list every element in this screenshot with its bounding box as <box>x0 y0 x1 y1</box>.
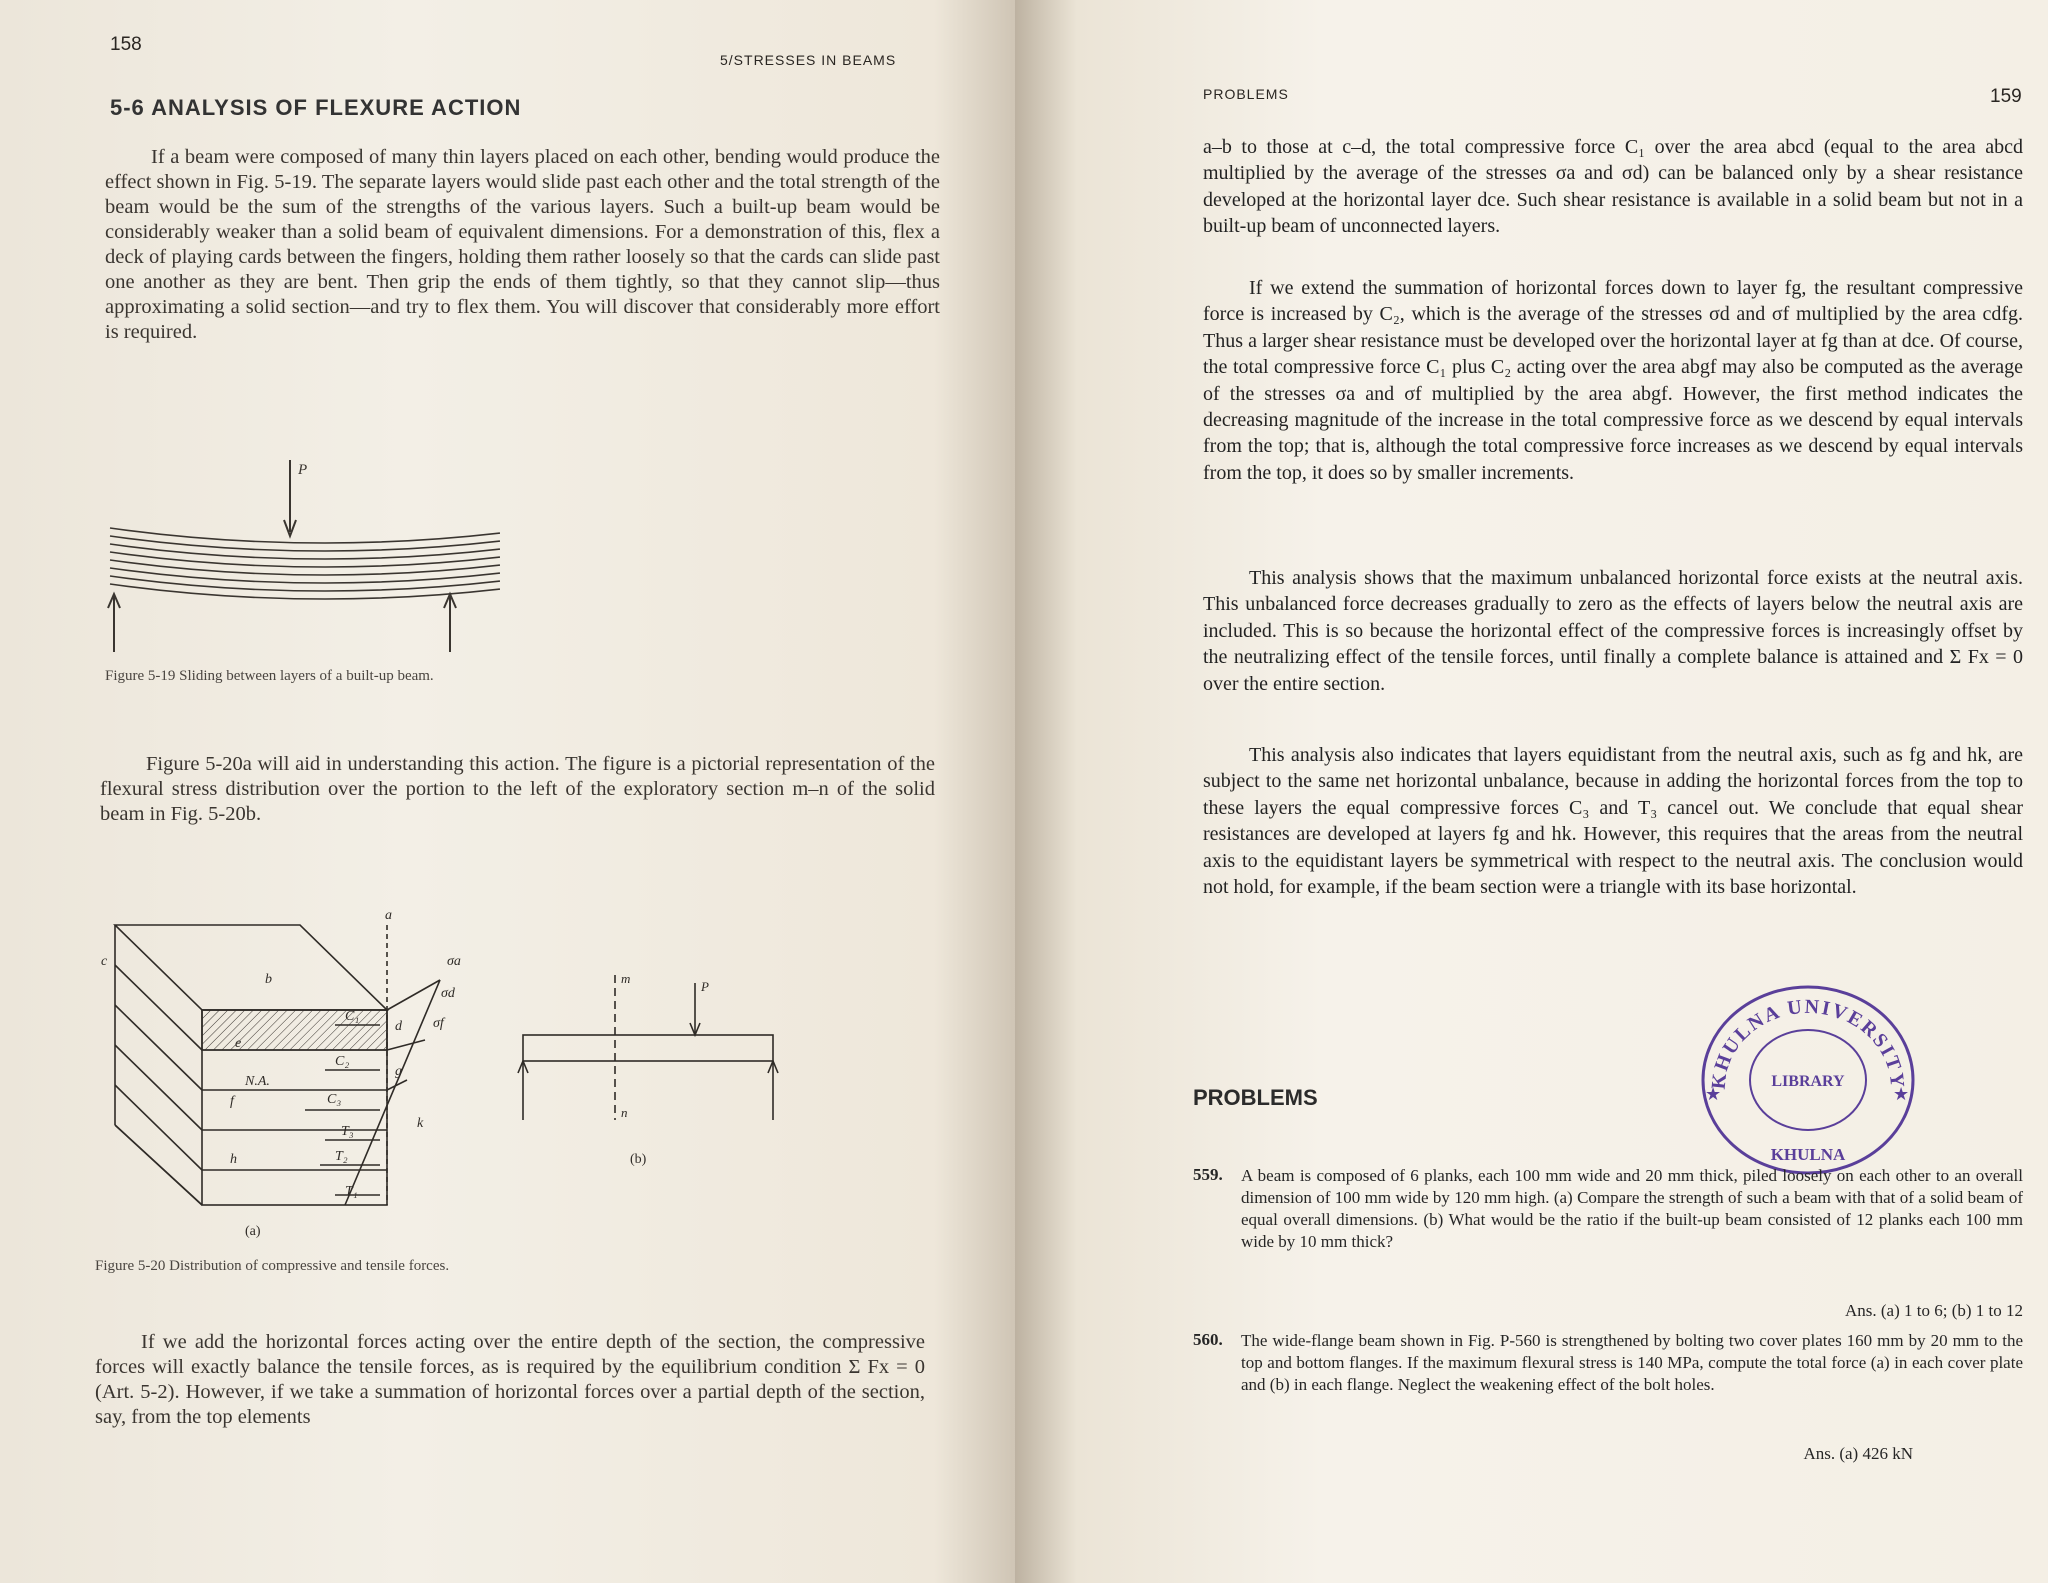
problem-answer: Ans. (a) 426 kN <box>1803 1444 1913 1463</box>
paragraph: This analysis also indicates that layers equidistant from the neutral axis, such as fg and hk, are subject to the same net horizontal unbalance, because in adding the horizontal forces from the top to these layers the equal compressive forces C₃ and T₃ cancel out. We conclude that equal shear resistances are developed at layers fg and hk. However, this requires that the areas from the neutral axis to the equidistant layers be symmetrical with respect to the neutral axis. The conclusion would not hold, for example, if the beam section were a triangle with its base horizontal. <box>1203 744 2023 899</box>
label-t2: T₂ <box>335 1149 348 1164</box>
label-h: h <box>230 1152 237 1167</box>
paragraph: If we extend the summation of horizontal forces down to layer fg, the resultant compressive force is increased by C₂, which is the average of the stresses σd and σf multiplied by the area cdfg. Thus a larger shear resistance must be developed over the horizontal layer at fg than at dce. Of course, the total compressive force C₁ plus C₂ acting over the area abgf may also be computed as the average of the stresses σa and σf multiplied by the area abgf. However, the first method indicates the decreasing magnitude of the increase in the total compressive force as we descend by equal intervals from the top; that is, although the total compressive force increases as we descend by equal intervals from the top, it does so by smaller increments. <box>1203 277 2023 484</box>
star-icon: ★ <box>1705 1084 1722 1104</box>
paragraph: a–b to those at c–d, the total compressive force C₁ over the area abcd (equal to the area abcd multiplied by the average of the stresses σa and σd) can be balanced only by a shear resistance developed at the horizontal layer dce. Such shear resistance is available in a solid beam but not in a built-up beam of unconnected layers. <box>1203 136 2023 238</box>
label-c: c <box>101 954 108 969</box>
problem-text: The wide-flange beam shown in Fig. P-560 is strengthened by bolting two cover plates 160 mm by 20 mm to the top and bottom flanges. If the maximum flexural stress is 140 MPa, compute the total force (a) in each cover plate and (b) in each flange. Neglect the weakening effect of the bolt holes. <box>1241 1331 2023 1394</box>
paragraph: This analysis shows that the maximum unbalanced horizontal force exists at the neutral axis. This unbalanced force decreases gradually to zero as the effects of layers below the neutral axis are included. This is so because the horizontal effect of the compressive forces is increasingly offset by the neutralizing effect of the tensile forces, until finally a complete balance is attained and Σ Fx = 0 over the entire section. <box>1203 567 2023 695</box>
label-d: d <box>395 1019 402 1034</box>
label-p: P <box>701 979 709 994</box>
stamp-center-text: LIBRARY <box>1771 1073 1845 1090</box>
stamp-top-text: KHULNA UNIVERSITY <box>1707 995 1909 1091</box>
right-page <box>1015 0 2048 1583</box>
problem-text: A beam is composed of 6 planks, each 100 mm wide and 20 mm thick, piled loosely on each other to an overall dimension of 100 mm wide by 120 mm high. (a) Compare the strength of such a beam with that of a solid beam of equal overall dimensions. (b) What would be the ratio if the built-up beam consisted of 12 planks each 100 mm wide by 10 mm thick? <box>1241 1166 2023 1251</box>
label-k: k <box>417 1116 424 1131</box>
label-neutral-axis: N.A. <box>245 1074 270 1089</box>
running-head: PROBLEMS <box>1203 86 1289 102</box>
label-c2: C₂ <box>335 1054 350 1069</box>
label-n: n <box>621 1105 628 1120</box>
problem-answer: Ans. (a) 1 to 6; (b) 1 to 12 <box>1844 1301 2023 1320</box>
label-e: e <box>235 1036 242 1051</box>
star-icon: ★ <box>1893 1084 1910 1104</box>
label-sigma-d: σd <box>441 986 455 1001</box>
label-c1: C₁ <box>345 1009 360 1024</box>
label-f: f <box>230 1094 234 1109</box>
label-g: g <box>395 1064 402 1079</box>
problem-number: 559. <box>1193 1165 1223 1184</box>
subfigure-a-label: (a) <box>245 1224 261 1239</box>
left-page <box>0 0 1015 1583</box>
paragraph: If we add the horizontal forces acting over the entire depth of the section, the compressive forces will exactly balance the tensile forces, as is required by the equilibrium condition Σ Fx = 0 (Art. 5-2). However, if we take a summation of horizontal forces over a partial depth of the section, say, from the top elements <box>95 1331 925 1428</box>
label-sigma-a: σa <box>447 954 461 969</box>
stamp-bottom-text: KHULNA <box>1770 1145 1846 1164</box>
page-number: 158 <box>110 34 142 55</box>
label-c3: C₃ <box>327 1092 342 1107</box>
label-t1: T₁ <box>345 1184 358 1199</box>
label-m: m <box>621 971 631 986</box>
figure-5-19-built-up-beam <box>100 460 500 660</box>
paragraph: If a beam were composed of many thin layers placed on each other, bending would produce the effect shown in Fig. 5-19. The separate layers would slide past each other and the total strength of the beam would be the sum of the strengths of the various layers. Such a built-up beam would be considerably weaker than a solid beam of equivalent dimensions. For a demonstration of this, flex a deck of playing cards between the fingers, holding them rather loosely so that the cards can slide past one another as they are bent. Then grip the ends of them tightly, so that they cannot slip—thus approximating a solid section—and try to flex them. You will discover that considerably more effort is required. <box>105 146 940 343</box>
figure-caption: Figure 5-19 Sliding between layers of a built-up beam. <box>105 668 434 684</box>
page-number: 159 <box>1990 86 2022 107</box>
figure-5-20-stress-distribution <box>95 905 915 1245</box>
paragraph: Figure 5-20a will aid in understanding this action. The figure is a pictorial representation of the flexural stress distribution over the portion to the left of the exploratory section m–n of the solid beam in Fig. 5-20b. <box>100 753 935 825</box>
label-t3: T₃ <box>341 1124 354 1139</box>
label-sigma-f: σf <box>433 1016 444 1031</box>
subfigure-b-label: (b) <box>630 1152 647 1167</box>
section-title: 5-6 ANALYSIS OF FLEXURE ACTION <box>110 95 522 120</box>
load-label-p: P <box>298 462 308 478</box>
label-a: a <box>385 908 392 923</box>
figure-caption: Figure 5-20 Distribution of compressive and tensile forces. <box>95 1258 450 1274</box>
problems-heading: PROBLEMS <box>1193 1085 1318 1110</box>
running-head: 5/STRESSES IN BEAMS <box>720 52 897 68</box>
label-b: b <box>265 972 272 987</box>
problem-number: 560. <box>1193 1330 1223 1349</box>
library-stamp <box>1693 978 1923 1188</box>
